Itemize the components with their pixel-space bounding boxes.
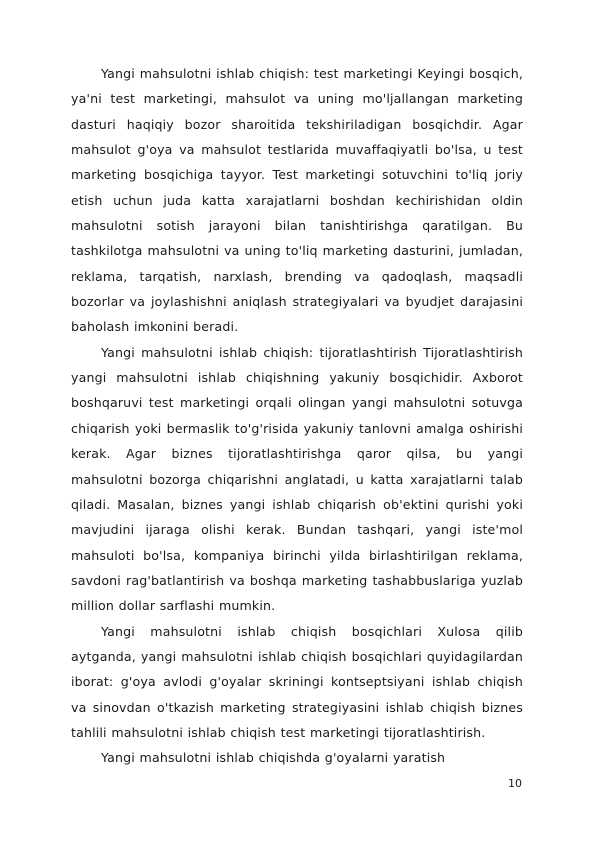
paragraph-idea-generation-heading: Yangi mahsulotni ishlab chiqishda g'oyalarni yaratish <box>101 750 446 766</box>
paragraph-development-stages: Yangi mahsulotni ishlab chiqish bosqichlari Xulosa qilib aytganda, yangi mahsulotni ishlab chiqish bosqichlari quyidagilardan iborat: g'oya avlodi g'oyalar skriningi kontseptsiyani ishlab chiqish va sinovdan o'tkazish marketing strategiyasini ishlab chiqish biznes tahlili mahsulotni ishlab chiqish test marketingi tijoratlashtirish. <box>71 623 523 740</box>
paragraph-commercialization: Yangi mahsulotni ishlab chiqish: tijoratlashtirish Tijoratlashtirish yangi mahsulotni ishlab chiqishning yakuniy bosqichidir. Axborot boshqaruvi test marketingi orqali olingan yangi mahsulotni sotuvga chiqarish yoki bermaslik to'g'risida yakuniy tanlovni amalga oshirishi kerak. Agar biznes tijoratlashtirishga qaror qilsa, bu yangi mahsulotni bozorga chiqarishni anglatadi, u katta xarajatlarni talab qiladi. Masalan, biznes yangi ishlab chiqarish ob'ektini qurishi yoki mavjudini ijaraga olishi kerak. Bundan tashqari, yangi iste'mol mahsuloti bo'lsa, kompaniya birinchi yilda birlashtirilgan reklama, savdoni rag'batlantirish va boshqa marketing tashabbuslariga yuzlab million dollar sarflashi mumkin. <box>71 344 523 614</box>
page-body <box>71 61 523 771</box>
page-number: 10 <box>508 777 522 790</box>
paragraph-test-marketing: Yangi mahsulotni ishlab chiqish: test marketingi Keyingi bosqich, ya'ni test marketingi, mahsulot va uning mo'ljallangan marketing dasturi haqiqiy bozor sharoitida tekshiriladigan bosqichdir. Agar mahsulot g'oya va mahsulot testlarida muvaffaqiyatli bo'lsa, u test marketing bosqichiga tayyor. Test marketingi sotuvchini to'liq joriy etish uchun juda katta xarajatlarni boshdan kechirishidan oldin mahsulotni sotish jarayoni bilan tanishtirishga qaratilgan. Bu tashkilotga mahsulotni va uning to'liq marketing dasturini, jumladan, reklama, tarqatish, narxlash, brending va qadoqlash, maqsadli bozorlar va joylashishni aniqlash strategiyalari va byudjet darajasini baholash imkonini beradi. <box>71 66 523 335</box>
